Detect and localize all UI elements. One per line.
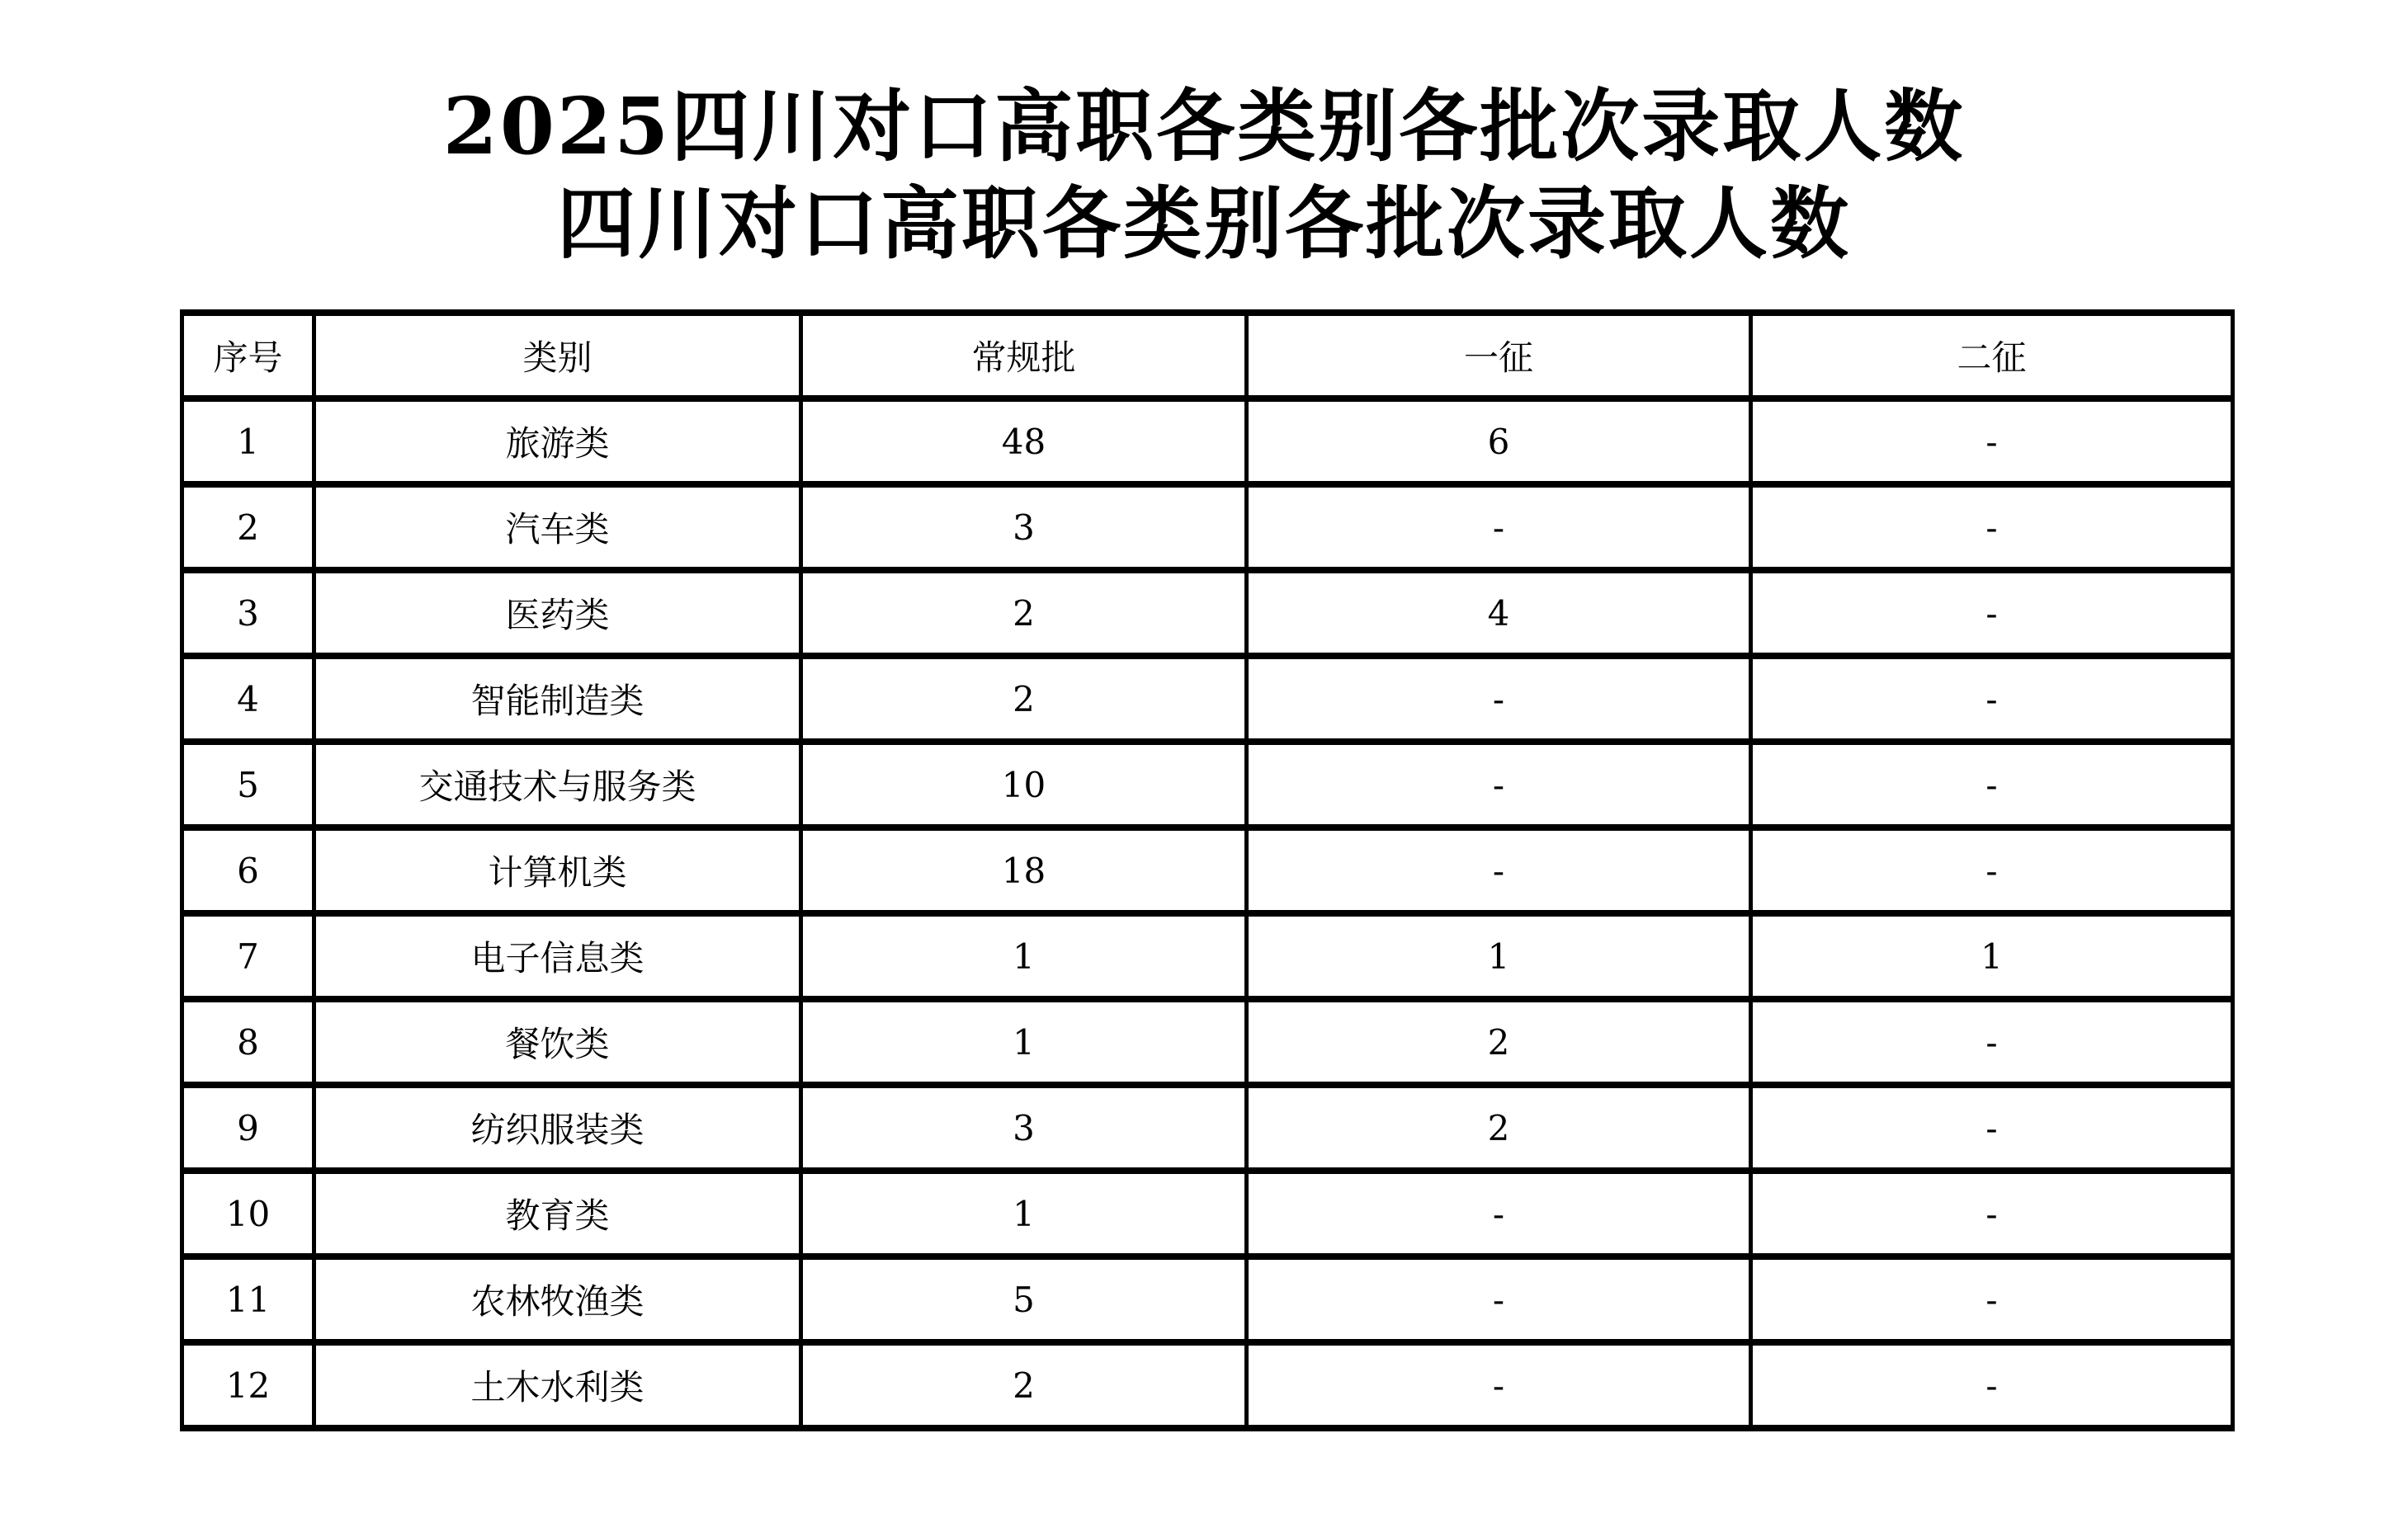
cell-regular-batch: 18 [801, 827, 1247, 913]
admission-table [180, 309, 2235, 1431]
cell-second-zheng: - [1751, 570, 2233, 656]
cell-second-zheng: - [1751, 484, 2233, 570]
cell-category: 医药类 [314, 570, 801, 656]
cell-second-zheng: - [1751, 999, 2233, 1085]
cell-regular-batch: 1 [801, 913, 1247, 999]
cell-first-zheng: - [1247, 656, 1751, 742]
table-body [182, 398, 2233, 1428]
cell-regular-batch: 48 [801, 398, 1247, 484]
cell-category: 教育类 [314, 1171, 801, 1256]
cell-regular-batch: 3 [801, 484, 1247, 570]
cell-second-zheng: - [1751, 1085, 2233, 1171]
cell-first-zheng: - [1247, 827, 1751, 913]
cell-seq: 7 [182, 913, 314, 999]
table-row [182, 999, 2233, 1085]
cell-second-zheng: - [1751, 656, 2233, 742]
table-row [182, 913, 2233, 999]
cell-seq: 12 [182, 1342, 314, 1428]
cell-first-zheng: 6 [1247, 398, 1751, 484]
table-row [182, 827, 2233, 913]
cell-first-zheng: 2 [1247, 1085, 1751, 1171]
cell-category: 纺织服装类 [314, 1085, 801, 1171]
cell-category: 农林牧渔类 [314, 1256, 801, 1342]
cell-seq: 9 [182, 1085, 314, 1171]
cell-second-zheng: - [1751, 742, 2233, 827]
table-row [182, 1342, 2233, 1428]
cell-category: 旅游类 [314, 398, 801, 484]
header-second-zheng: 二征 [1751, 313, 2233, 398]
page-title [0, 0, 2408, 273]
table-header-row [182, 313, 2233, 398]
table-row [182, 1085, 2233, 1171]
table-row [182, 1256, 2233, 1342]
cell-first-zheng: - [1247, 484, 1751, 570]
header-category: 类别 [314, 313, 801, 398]
cell-seq: 1 [182, 398, 314, 484]
cell-category: 交通技术与服务类 [314, 742, 801, 827]
cell-seq: 2 [182, 484, 314, 570]
cell-category: 计算机类 [314, 827, 801, 913]
cell-second-zheng: - [1751, 827, 2233, 913]
table-row [182, 1171, 2233, 1256]
cell-category: 餐饮类 [314, 999, 801, 1085]
cell-first-zheng: 1 [1247, 913, 1751, 999]
header-regular-batch: 常规批 [801, 313, 1247, 398]
cell-first-zheng: - [1247, 1256, 1751, 1342]
cell-first-zheng: 2 [1247, 999, 1751, 1085]
cell-category: 土木水利类 [314, 1342, 801, 1428]
cell-second-zheng: 1 [1751, 913, 2233, 999]
cell-seq: 10 [182, 1171, 314, 1256]
cell-category: 智能制造类 [314, 656, 801, 742]
cell-first-zheng: - [1247, 742, 1751, 827]
cell-first-zheng: - [1247, 1171, 1751, 1256]
table-row [182, 398, 2233, 484]
cell-seq: 5 [182, 742, 314, 827]
cell-seq: 8 [182, 999, 314, 1085]
cell-regular-batch: 10 [801, 742, 1247, 827]
table-row [182, 656, 2233, 742]
cell-regular-batch: 2 [801, 570, 1247, 656]
cell-second-zheng: - [1751, 398, 2233, 484]
table-row [182, 484, 2233, 570]
header-seq: 序号 [182, 313, 314, 398]
page-title-line1: 2025四川对口高职各类别各批次录取人数 [442, 81, 1966, 172]
header-first-zheng: 一征 [1247, 313, 1751, 398]
cell-category: 汽车类 [314, 484, 801, 570]
page-title-line2: 四川对口高职各类别各批次录取人数 [556, 178, 1851, 270]
cell-regular-batch: 3 [801, 1085, 1247, 1171]
cell-seq: 3 [182, 570, 314, 656]
cell-first-zheng: 4 [1247, 570, 1751, 656]
cell-category: 电子信息类 [314, 913, 801, 999]
cell-regular-batch: 2 [801, 656, 1247, 742]
cell-seq: 11 [182, 1256, 314, 1342]
cell-regular-batch: 5 [801, 1256, 1247, 1342]
cell-first-zheng: - [1247, 1342, 1751, 1428]
cell-regular-batch: 2 [801, 1342, 1247, 1428]
cell-second-zheng: - [1751, 1256, 2233, 1342]
cell-seq: 6 [182, 827, 314, 913]
cell-second-zheng: - [1751, 1171, 2233, 1256]
cell-seq: 4 [182, 656, 314, 742]
table-row [182, 570, 2233, 656]
cell-second-zheng: - [1751, 1342, 2233, 1428]
cell-regular-batch: 1 [801, 1171, 1247, 1256]
cell-regular-batch: 1 [801, 999, 1247, 1085]
table-row [182, 742, 2233, 827]
